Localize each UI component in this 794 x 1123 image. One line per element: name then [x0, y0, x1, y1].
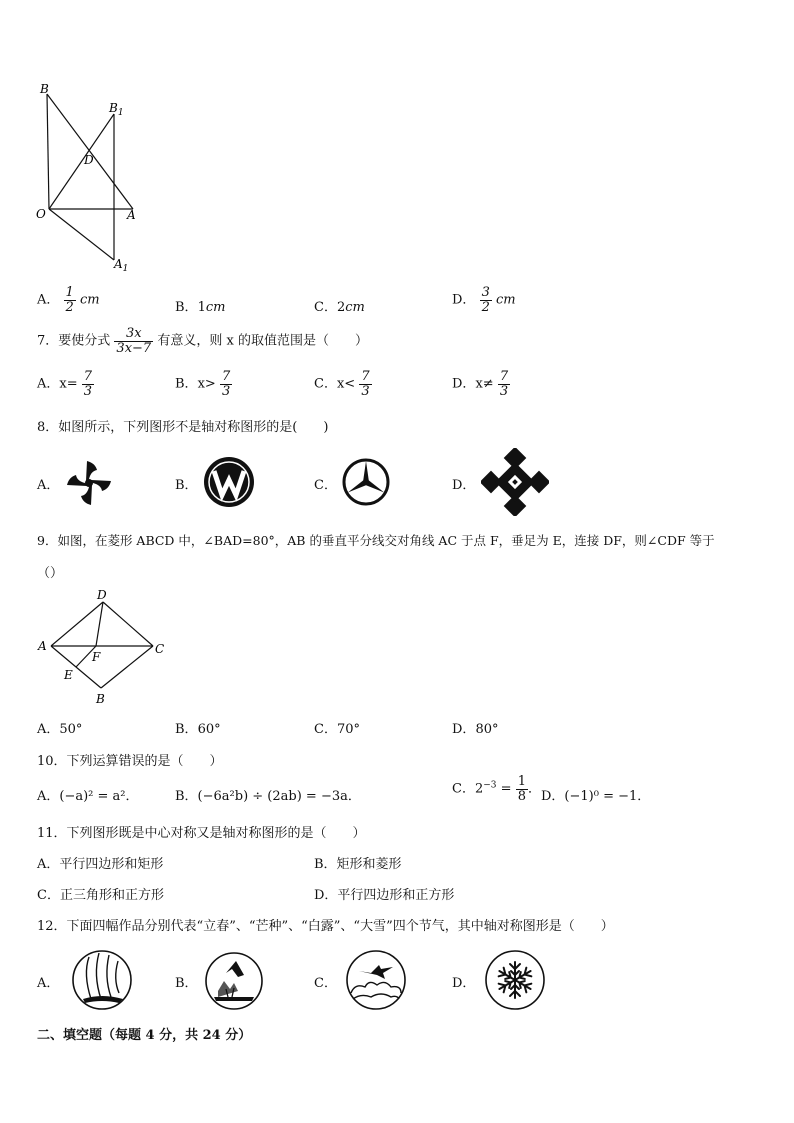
q6-option-a[interactable]: A． $\frac{1}{2}$ cm [37, 285, 100, 315]
q12-option-a-label[interactable]: A． [37, 976, 60, 991]
q7-stem: 7．要使分式 $\frac{3x}{3x-7}$ 有意义，则 x 的取值范围是（ ） [37, 326, 368, 356]
spring-willow-badge [71, 949, 133, 1011]
q9-stem-line2: （） [37, 566, 64, 581]
pinwheel-symbol [62, 456, 116, 510]
q10-option-c[interactable]: C．$2^{-3}$ = $\frac{1}{8}$ ． [452, 774, 541, 804]
q10-option-d[interactable]: D．(−1)⁰ = −1． [541, 789, 651, 804]
q6-option-b[interactable]: B．1cm [175, 300, 226, 315]
q11-option-b[interactable]: B．矩形和菱形 [314, 857, 402, 872]
grain-in-ear-badge [204, 951, 264, 1011]
q8-stem: 8．如图所示，下列图形不是轴对称图形的是( ) [37, 420, 329, 435]
label-B: B [96, 692, 105, 706]
q9-option-a[interactable]: A．50° [37, 722, 83, 737]
mercedes-logo-symbol [341, 457, 391, 507]
q8-option-b-label[interactable]: B． [175, 478, 198, 493]
q6-option-d[interactable]: D． $\frac{3}{2}$ cm [452, 285, 516, 315]
q7-option-d[interactable]: D．x≠ $\frac{7}{3}$ [452, 369, 509, 399]
q8-option-c-label[interactable]: C． [314, 478, 337, 493]
q7-option-a[interactable]: A．x= $\frac{7}{3}$ [37, 369, 93, 399]
label-D: D [84, 153, 94, 167]
q10-stem: 10．下列运算错误的是（ ） [37, 754, 223, 769]
q11-stem: 11．下列图形既是中心对称又是轴对称图形的是（ ） [37, 826, 366, 841]
q12-option-c-label[interactable]: C． [314, 976, 337, 991]
q10-option-b[interactable]: B．(−6a²b) ÷ (2ab) = −3a． [175, 789, 361, 804]
q11-option-a[interactable]: A．平行四边形和矩形 [37, 857, 164, 872]
label-E: E [64, 668, 73, 682]
q9-rhombus-figure [30, 585, 180, 710]
label-A: A [38, 639, 47, 653]
snowflake-badge [484, 949, 546, 1011]
q9-option-c[interactable]: C．70° [314, 722, 360, 737]
diamond-cross-symbol [481, 448, 549, 516]
white-dew-badge [345, 949, 407, 1011]
vw-logo-symbol [203, 456, 255, 508]
q9-stem-line1: 9．如图，在菱形 ABCD 中，∠BAD=80°，AB 的垂直平分线交对角线 AC 于点 F，垂足为 E，连接 DF，则∠CDF 等于 [37, 533, 715, 548]
q7-option-c[interactable]: C．x< $\frac{7}{3}$ [314, 369, 370, 399]
q6-option-c[interactable]: C．2cm [314, 300, 365, 315]
q11-option-c[interactable]: C．正三角形和正方形 [37, 888, 164, 903]
q12-option-b-label[interactable]: B． [175, 976, 198, 991]
label-A: A [127, 208, 136, 222]
q8-option-a-label[interactable]: A． [37, 478, 60, 493]
q9-option-d[interactable]: D．80° [452, 722, 499, 737]
q12-stem: 12．下面四幅作品分别代表“立春”、“芒种”、“白露”、“大雪”四个节气，其中轴对称图形是（ ） [37, 919, 614, 934]
label-B: B [40, 82, 49, 96]
q11-option-d[interactable]: D．平行四边形和正方形 [314, 888, 455, 903]
label-A1: $A_1$ [114, 257, 129, 274]
label-C: C [155, 642, 165, 656]
section-2-title: 二、填空题（每题 4 分，共 24 分） [37, 1028, 252, 1043]
q8-option-d-label[interactable]: D． [452, 478, 476, 493]
label-B1: $B_1$ [109, 101, 124, 118]
q7-option-b[interactable]: B．x> $\frac{7}{3}$ [175, 369, 231, 399]
label-O: O [36, 207, 46, 221]
label-F: F [92, 650, 101, 664]
q9-option-b[interactable]: B．60° [175, 722, 221, 737]
label-D: D [97, 588, 107, 602]
q12-option-d-label[interactable]: D． [452, 976, 476, 991]
q10-option-a[interactable]: A．(−a)² = a²． [37, 789, 139, 804]
q6-figure [30, 78, 140, 278]
